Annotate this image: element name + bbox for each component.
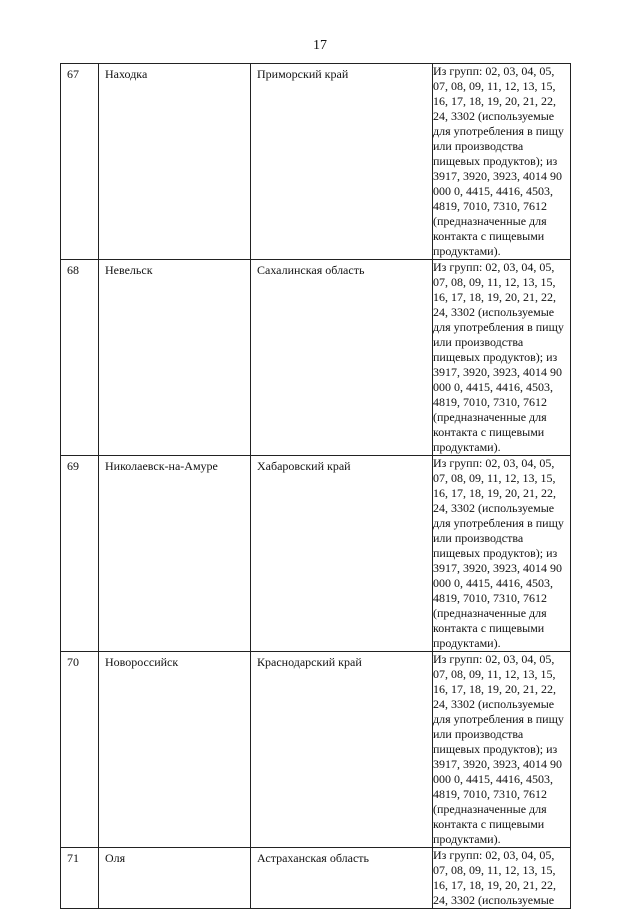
region-cell-text: Приморский край xyxy=(257,67,349,81)
port-city-cell-text: Оля xyxy=(105,851,126,865)
row-number-cell-text: 67 xyxy=(67,67,79,81)
goods-line: или производства xyxy=(433,531,524,545)
goods-line: 000 0, 4415, 4416, 4503, xyxy=(433,184,553,198)
row-number-cell-text: 70 xyxy=(67,655,79,669)
goods-line: 4819, 7010, 7310, 7612 xyxy=(433,787,547,801)
row-number-cell xyxy=(61,848,99,909)
port-city-cell-text: Невельск xyxy=(105,263,153,277)
goods-line: 16, 17, 18, 19, 20, 21, 22, xyxy=(433,682,556,696)
goods-line: продуктами). xyxy=(433,832,501,846)
goods-line: контакта с пищевыми xyxy=(433,817,545,831)
port-city-cell xyxy=(99,848,251,909)
goods-line: для употребления в пищу xyxy=(433,516,564,530)
goods-line: 07, 08, 09, 11, 12, 13, 15, xyxy=(433,79,556,93)
table-row xyxy=(61,652,571,848)
goods-line: 000 0, 4415, 4416, 4503, xyxy=(433,772,553,786)
goods-line: контакта с пищевыми xyxy=(433,425,545,439)
row-number-cell xyxy=(61,652,99,848)
port-city-cell xyxy=(99,652,251,848)
goods-line: 24, 3302 (используемые xyxy=(433,305,555,319)
row-number-cell-text: 69 xyxy=(67,459,79,473)
goods-line: 4819, 7010, 7310, 7612 xyxy=(433,199,547,213)
row-number-cell xyxy=(61,456,99,652)
region-cell xyxy=(251,64,433,260)
port-city-cell xyxy=(99,64,251,260)
region-cell xyxy=(251,652,433,848)
goods-line: 4819, 7010, 7310, 7612 xyxy=(433,395,547,409)
region-cell-text: Сахалинская область xyxy=(257,263,365,277)
row-number-cell xyxy=(61,64,99,260)
goods-line: пищевых продуктов); из xyxy=(433,742,558,756)
port-city-cell-text: Находка xyxy=(105,67,148,81)
region-cell xyxy=(251,260,433,456)
port-city-cell-text: Николаевск-на-Амуре xyxy=(105,459,218,473)
goods-line: для употребления в пищу xyxy=(433,124,564,138)
region-cell-text: Хабаровский край xyxy=(257,459,351,473)
goods-line: (предназначенные для xyxy=(433,802,547,816)
port-city-cell xyxy=(99,260,251,456)
goods-line: 3917, 3920, 3923, 4014 90 xyxy=(433,365,562,379)
goods-cell xyxy=(433,456,571,652)
goods-line: 07, 08, 09, 11, 12, 13, 15, xyxy=(433,863,556,877)
region-cell-text: Краснодарский край xyxy=(257,655,362,669)
goods-line: для употребления в пищу xyxy=(433,320,564,334)
goods-line: Из групп: 02, 03, 04, 05, xyxy=(433,260,555,274)
goods-line: 000 0, 4415, 4416, 4503, xyxy=(433,576,553,590)
goods-line: 07, 08, 09, 11, 12, 13, 15, xyxy=(433,275,556,289)
goods-line: 000 0, 4415, 4416, 4503, xyxy=(433,380,553,394)
goods-line: 16, 17, 18, 19, 20, 21, 22, xyxy=(433,94,556,108)
table-row xyxy=(61,64,571,260)
goods-line: для употребления в пищу xyxy=(433,712,564,726)
goods-line: 3917, 3920, 3923, 4014 90 xyxy=(433,169,562,183)
goods-line: продуктами). xyxy=(433,636,501,650)
goods-cell xyxy=(433,652,571,848)
goods-line: Из групп: 02, 03, 04, 05, xyxy=(433,456,555,470)
table-row xyxy=(61,260,571,456)
goods-line: 24, 3302 (используемые xyxy=(433,109,555,123)
goods-line: 4819, 7010, 7310, 7612 xyxy=(433,591,547,605)
ports-table-body xyxy=(61,64,571,909)
row-number-cell-text: 71 xyxy=(67,851,79,865)
goods-cell xyxy=(433,848,571,909)
goods-line: продуктами). xyxy=(433,244,501,258)
goods-line: пищевых продуктов); из xyxy=(433,154,558,168)
goods-line: 07, 08, 09, 11, 12, 13, 15, xyxy=(433,471,556,485)
page-number: 17 xyxy=(313,38,327,53)
row-number-cell xyxy=(61,260,99,456)
goods-line: пищевых продуктов); из xyxy=(433,546,558,560)
goods-line: 16, 17, 18, 19, 20, 21, 22, xyxy=(433,878,556,892)
port-city-cell xyxy=(99,456,251,652)
goods-line: 24, 3302 (используемые xyxy=(433,893,555,907)
region-cell-text: Астраханская область xyxy=(257,851,369,865)
goods-line: Из групп: 02, 03, 04, 05, xyxy=(433,652,555,666)
goods-line: Из групп: 02, 03, 04, 05, xyxy=(433,848,555,862)
region-cell xyxy=(251,456,433,652)
region-cell xyxy=(251,848,433,909)
goods-line: или производства xyxy=(433,335,524,349)
ports-table xyxy=(60,63,571,909)
goods-line: (предназначенные для xyxy=(433,606,547,620)
port-city-cell-text: Новороссийск xyxy=(105,655,179,669)
goods-line: 24, 3302 (используемые xyxy=(433,697,555,711)
goods-line: 3917, 3920, 3923, 4014 90 xyxy=(433,757,562,771)
row-number-cell-text: 68 xyxy=(67,263,79,277)
table-row xyxy=(61,848,571,909)
goods-line: 24, 3302 (используемые xyxy=(433,501,555,515)
goods-line: контакта с пищевыми xyxy=(433,621,545,635)
goods-line: 16, 17, 18, 19, 20, 21, 22, xyxy=(433,290,556,304)
goods-cell xyxy=(433,260,571,456)
goods-line: или производства xyxy=(433,727,524,741)
goods-cell xyxy=(433,64,571,260)
table-row xyxy=(61,456,571,652)
goods-line: 3917, 3920, 3923, 4014 90 xyxy=(433,561,562,575)
goods-line: Из групп: 02, 03, 04, 05, xyxy=(433,64,555,78)
goods-line: (предназначенные для xyxy=(433,214,547,228)
goods-line: продуктами). xyxy=(433,440,501,454)
goods-line: или производства xyxy=(433,139,524,153)
goods-line: пищевых продуктов); из xyxy=(433,350,558,364)
goods-line: контакта с пищевыми xyxy=(433,229,545,243)
goods-line: (предназначенные для xyxy=(433,410,547,424)
goods-line: 16, 17, 18, 19, 20, 21, 22, xyxy=(433,486,556,500)
goods-line: 07, 08, 09, 11, 12, 13, 15, xyxy=(433,667,556,681)
